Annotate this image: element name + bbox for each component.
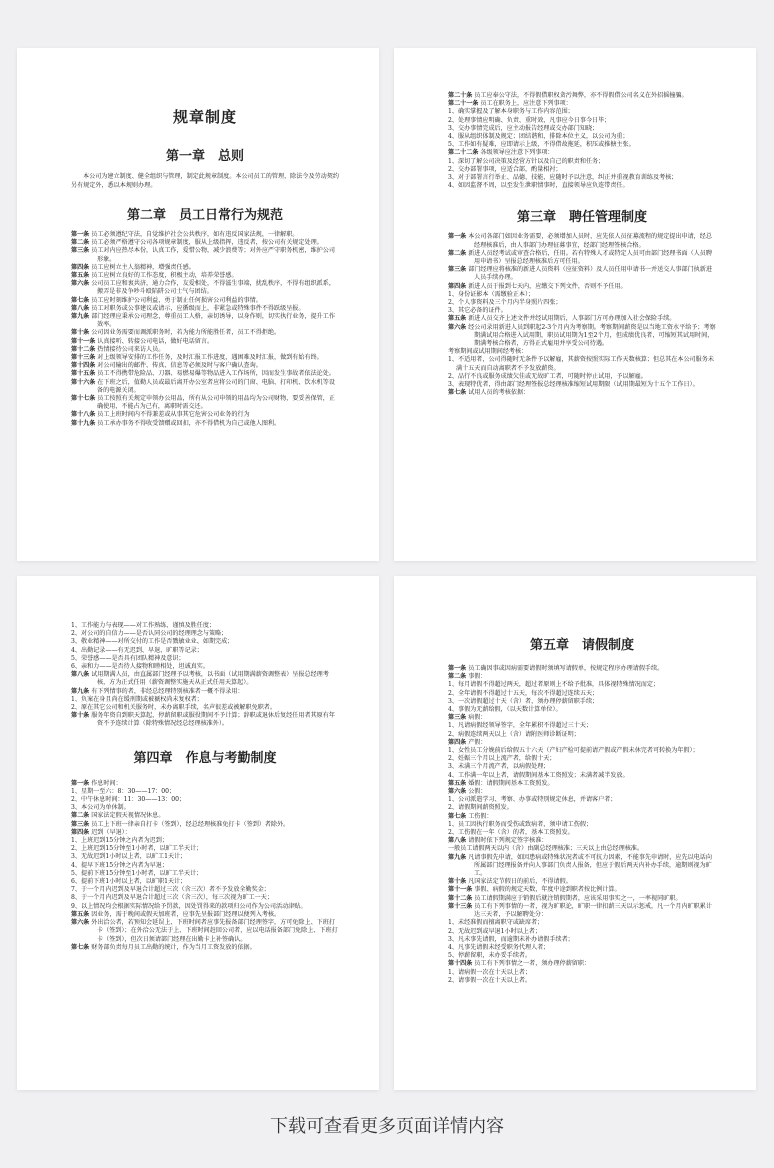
chapter-3-articles-2: [448, 315, 716, 348]
list-item: 2、上班迟到15分钟至1小时者，以旷工半天计；: [71, 845, 203, 853]
article: [71, 420, 339, 428]
article: [71, 264, 339, 272]
article-number: 第六条: [71, 280, 90, 288]
article-number: 第二条: [71, 239, 90, 247]
article-number: 第十一条: [71, 337, 96, 345]
article-text: 新进人员于报到七天内，应缴交下列文件，否则不予任用。: [466, 282, 627, 290]
article-number: 第八条: [71, 671, 90, 679]
article-number: 第九条: [448, 853, 467, 861]
list-item: 1、工作能力与表现——对工作熟练、谨慎及胜任度；: [71, 622, 216, 629]
article-text: 试用人员的考核依据：: [466, 389, 530, 397]
list-item: 3、敬业精神——对所交付的工作是否戮敏业业、如期完成；: [71, 638, 234, 646]
article-text: 部门经理应将核准的新进人员资料（应征资料）及人员任用申请书一并送交人事部门执新进人员手续办理。: [466, 266, 712, 282]
article: [448, 250, 716, 266]
article-number: 第十八条: [71, 411, 96, 419]
article-text: 公司员工应和衷共济，通力合作，友爱相处，不得滋生事端，扰乱秩序，不得有组织派系，搬弄是非及争吵斗殴陷阱公司士气与团结。: [89, 280, 335, 296]
list-item: 1、女性员工分娩前后给假五十六天（产妇产检可提前请产假或产假未休完者可转换为年假）；: [448, 747, 699, 755]
article-number: 第二条: [448, 673, 467, 681]
article-text: 因业务，需于晚间或假天加班者，应事先呈报部门经理以便列入考核。: [89, 910, 281, 918]
article-text: 请假时依下列规定签字核准：: [466, 837, 548, 845]
article: [71, 944, 339, 952]
article-number: 第二条: [71, 812, 90, 820]
article-number: 第十七条: [71, 395, 96, 403]
article-1: [71, 780, 339, 788]
article-text: 员工上班时间内不得兼差或从事其它危害公司业务的行为: [95, 411, 250, 419]
article-text: 有下列情事的者，非经总经理特别核准者一概不得录用：: [89, 687, 244, 695]
list-article-21: [448, 108, 716, 149]
article-number: 第四条: [71, 828, 90, 836]
article-number: 第一条: [448, 665, 467, 672]
article: [71, 379, 339, 395]
article-number: 第十条: [71, 712, 90, 720]
article-number: 第六条: [71, 919, 90, 927]
list-item: 2、工伤假在一年（含）的者，基本工资照发。: [448, 829, 574, 837]
article: [448, 780, 716, 788]
article: [71, 712, 339, 728]
article: [71, 231, 339, 239]
list-article-7: [71, 622, 339, 671]
articles-20-21: [448, 92, 716, 108]
article-number: 第四条: [448, 738, 467, 746]
list-item: 1、员工因执行职务而受伤或致病者，须申请工伤假；: [448, 820, 593, 828]
list-item: 3、一次请假超过十天（含）者，须办理停薪留职手续；: [448, 697, 599, 705]
document-page-3: [17, 576, 379, 1090]
list-item: 5、提前下班15分钟至1小时者，以旷工半天计；: [71, 869, 203, 877]
article-number: 第十一条: [448, 886, 473, 894]
article: [448, 903, 716, 919]
article-text: 试用期满人员，由直属部门经理予以考核，以书面（试用期满薪资调整表）呈报总经理考核，方为正式任用（薪资调整实施天从正式任用天算起）。: [89, 671, 329, 687]
article-text: 员工必须遵纪守法，自觉维护社会公共秩序，如有违反国家法规，一律解职。: [89, 231, 299, 238]
article-14: [448, 960, 716, 968]
article: [448, 813, 716, 821]
list-item: 8、于一个月内迟到及早退合计超过三次（含三次），每三次视为旷工一天；: [71, 894, 273, 902]
article: [71, 812, 339, 820]
article-text: 经公司录用新进人员到职起2-3个月内为考察期。考察期间薪资是以当地工资水平给予；考察期满试用合格进入试用期，职员试用期为1至2个月，但成绩优良者，可缩短其试用时间，期满考核合格者，方得正式雇用并享受公司待遇。: [466, 323, 716, 348]
document-page-2: [394, 48, 756, 561]
page-4-content: [448, 624, 716, 985]
list-item: 5、工作如有疑难，应即请示上级，不得借故拖延，积压或推搪主张。: [448, 141, 635, 149]
article-number: 第七条: [448, 812, 467, 820]
article-text: 产假：: [466, 738, 487, 746]
page-2-content: [448, 92, 716, 398]
article-number: 第一条: [71, 779, 90, 787]
list-item: 5、荣誉感——是否具有团队精神及意识；: [71, 654, 185, 662]
article: [71, 919, 339, 944]
article-text: 服务年资自到职天算起，停薪留职或服役期间不予计算；辞职或退休后复经任用者其原有年资不予连续计算（除特殊情况经总经理核准外）。: [89, 712, 335, 728]
article: [71, 272, 339, 280]
article: [448, 389, 716, 397]
list-article-7: [448, 821, 716, 837]
list-article-4: [448, 291, 716, 316]
article: [71, 780, 339, 788]
article-number: 第十六条: [71, 378, 96, 386]
article-number: 第十五条: [71, 370, 96, 378]
article: [448, 739, 716, 747]
article-number: 第七条: [71, 943, 90, 951]
list-item: 2、请事假一次在十天以上者。: [448, 976, 532, 984]
article: [71, 671, 339, 687]
article: [71, 313, 339, 329]
article-text: 认真接听、转接公司电话，做好电话留言。: [95, 337, 214, 345]
article: [448, 266, 716, 282]
article-text: 员工上下班一律亲自打卡（签到），经总经理核准免打卡（签到）者除外。: [89, 820, 290, 828]
list-item: 2、原在其它公司和机关服务时，未办离职手续，名声很差或被解职免职者。: [71, 704, 276, 712]
article-number: 第三条: [71, 820, 90, 828]
article: [71, 395, 339, 411]
article: [71, 280, 339, 296]
article-number: 第四条: [71, 263, 90, 271]
article: [448, 895, 716, 903]
articles-9-13: [448, 854, 716, 920]
list-item: 2、妊娠三个月以上流产者，给假十天；: [448, 755, 556, 763]
list-article-9: [71, 696, 339, 712]
article-number: 第三条: [448, 266, 467, 274]
article-number: 第五条: [448, 779, 467, 787]
list-item: 2、个人事资料及三个月内半身照片四张；: [448, 299, 562, 307]
list-item: 4、提早下班15分钟之内者为早退；: [71, 861, 168, 869]
article-text: 对上级领导安排的工作任务，及时汇报工作进度，遇困难及时汇报，做到有始有终。: [95, 354, 323, 362]
list-article-8: [448, 845, 716, 853]
article-number: 第十条: [71, 329, 90, 337]
article-number: 第五条: [71, 910, 90, 918]
list-item: 4、服从组织体制及规定；团结谐和，排除本位主义，以公司为重；: [448, 133, 629, 141]
article-text: 员工应树立主人翁精神，增强责任感。: [89, 263, 195, 271]
article-number: 第十四条: [71, 362, 96, 370]
chapter-2-heading: 第二章 员工日常行为规范: [126, 208, 283, 223]
page-3-content: [71, 622, 339, 952]
article: [448, 315, 716, 323]
article: [71, 297, 339, 305]
document-title: 规章制度: [172, 108, 237, 126]
list-item: 2、处理事情应明确、负责、重时效，凡事应今日事今日毕；: [448, 116, 611, 124]
list-item: 4、如因监督不周，以至发生泄职情事时，直接领导应负连带责任。: [448, 182, 629, 190]
list-item: 4、工作满一年以上者，请假期间基本工资照发；未满者减半发放。: [448, 771, 629, 779]
article-text: 新进人员交齐上述文件并经试用期后，人事部门方可办理加入社会保险手续。: [466, 315, 676, 323]
article-number: 第六条: [448, 788, 467, 796]
list-item: 1、每月请假不得超过两天，超过者原则上不给予批准，具体视特殊情况而定；: [448, 681, 660, 689]
article-number: 第一条: [71, 231, 90, 238]
article: [71, 911, 339, 919]
list-item: 1、确实掌握及了解本身职务与工作内容范围；: [448, 108, 574, 116]
article-text: 热情接待公司来访人员。: [95, 345, 165, 353]
article-text: 员工不得携带危险品、刀器、易燃易爆等物品进入工作场所，因而发生事故者依法论处。: [95, 370, 335, 378]
list-item: 3、本公司为单休制。: [71, 804, 130, 812]
list-article-1: [71, 788, 339, 813]
article-text: 迟到（早退）：: [89, 828, 131, 836]
article-text: 员工应奉公守法，不得假借职权贪污舞弊，亦不得假借公司名义在外招摇撞骗。: [472, 92, 688, 99]
document-page-4: [394, 576, 756, 1090]
page-1-content: [71, 106, 339, 428]
article: [448, 854, 716, 879]
articles-2-4: [71, 812, 339, 837]
list-article-14: [448, 969, 716, 985]
list-item: 1、请病假一次在十天以上者；: [448, 968, 532, 976]
list-item: 3、无故迟到1小时以上者，以旷工1天计；: [71, 853, 187, 861]
article: [448, 960, 716, 968]
article-text: 国家法定假天视情况休息。: [89, 812, 165, 820]
chapter-5-heading: 第五章 请假制度: [529, 638, 634, 653]
article: [71, 305, 339, 313]
download-more-prompt[interactable]: 下载可查看更多页面详情内容: [270, 1116, 504, 1137]
list-item: 1、深切了解公司决策及经营方针以及自己的职责和任务；: [448, 157, 605, 165]
article: [71, 329, 339, 337]
article-text: 在下班之后，值勤人员或最后离开办公室者应将公司的门窗、电脑、打印机、饮水机等设备的电源关闭。: [95, 378, 335, 394]
list-item: 1、负案在身且尚在缓刑期或被褫权尚未复权者；: [71, 695, 203, 703]
list-article-4: [448, 747, 716, 780]
list-item: 4、出勤记录——有无迟到、早退、旷职等记录；: [71, 646, 203, 654]
article-22: [448, 149, 716, 157]
article-text: 事假：: [466, 673, 487, 681]
article-number: 第十条: [448, 878, 467, 886]
article-number: 第七条: [448, 389, 467, 397]
article-text: 本公司各部门如因业务需要，必须增加人员时，应先依人员征募流程的规定提出申请，经总经理核准后，由人事部门办理征募事宜，经部门经理签核合格。: [466, 233, 712, 249]
article-7: [448, 813, 716, 821]
article-text: 事假、病假的规定天数，年度中途到职者按比例计算。: [472, 886, 621, 894]
article: [71, 370, 339, 378]
article-text: 凡请事假先申请，如因患病或特殊状况者或不可抗力因素，不能事先申请时，应先以电话向所属部门经理报备并向人事部门负责人报备，但应于假后两天内补办手续，逾期则视为旷工。: [466, 853, 712, 878]
article-text: 对公司输出的邮件、传真、信息等必须及时与客户确认查询。: [95, 362, 262, 370]
article: [448, 283, 716, 291]
list-item: 1、公司派遣学习、考察、办事或特别规定休息，并请客户者；: [448, 796, 617, 804]
list-item: 6、亲和力——是否待人接物和睦相处，坦诚真实。: [71, 663, 209, 671]
article-text: 各级领导应注意下列事项：: [478, 149, 554, 157]
list-item: 一般员工请假两天以内（含）由副总经理核准；三天以上由总经理核准。: [448, 845, 643, 853]
article-number: 第九条: [71, 313, 90, 321]
chapter-3-articles: [448, 233, 716, 290]
article: [71, 346, 339, 354]
article-text: 凡国家法定节假日的前后，不得请假。: [466, 878, 572, 886]
article: [71, 247, 339, 263]
list-item: 2、中午休息时间：11：30——13：00；: [71, 796, 186, 804]
article-text: 员工请假期满应于销假后就注销假期者，应该采用事实之一，一率视同旷职。: [472, 894, 682, 902]
list-item: 7、于一个月内迟到及早退合计超过三次（含三次）者不予发放全勤奖金；: [71, 886, 270, 894]
article-number: 第十九条: [71, 419, 96, 427]
document-page-1: [17, 48, 379, 561]
list-item: 2、无故迟到或早退1小时以上者；: [448, 927, 542, 935]
article-number: 第二条: [448, 249, 467, 257]
article-text: 员工有下列事情之一者，须办理停薪留职：: [472, 960, 591, 968]
article: [448, 665, 716, 673]
article-text: 员工应时刻维护公司利益，勇于制止任何损害公司利益的事情。: [89, 296, 262, 304]
article-number: 第四条: [448, 282, 467, 290]
article-text: 员工确因事或因病需要请假时须填写请假单，按规定程序办理请假手续。: [466, 665, 664, 672]
list-item: 4、凡事先请假未经受职务代理人者；: [448, 943, 550, 951]
list-item: 1、上班迟到15分钟之内者为迟到；: [71, 837, 168, 845]
article-text: 财务部负责每月员工出勤的统计，作为当月工资发放的依据。: [89, 943, 256, 951]
list-item: 2、病假连续两天以上（含）请附医师诊断证明；: [448, 730, 580, 738]
article-number: 第二十二条: [448, 149, 479, 157]
article-text: 员工应树立良好的工作态度，积极主动，培养荣誉感。: [89, 272, 238, 280]
list-item: 2、交办部署事项，应适合部，酌量相衬；: [448, 165, 562, 173]
article-number: 第七条: [71, 296, 90, 304]
article-number: 第八条: [71, 304, 90, 312]
list-item: 6、提前下班1小时以上者，以旷职1天计；: [71, 878, 187, 886]
chapter-3-heading: 第三章 聘任管理制度: [516, 210, 647, 226]
articles-5-7: [71, 911, 339, 952]
list-item: 2、请假期间薪资照发。: [448, 804, 513, 812]
list-item: 3、交办事情完成后，应主动报告经理或交办部门知晓；: [448, 124, 599, 132]
article-text: 部门经理应秉承公司理念，尊重员工人格，亲切诱导，以身作则，切实执行业务，提升工作效率。: [89, 313, 335, 329]
list-item: 3、表现特优者，得由部门经理签报总经理核准缩短试用期限（试用期最短为十五个工作日）。: [448, 381, 699, 389]
article-10: [71, 712, 339, 728]
chapter-4-heading: 第四章 作息与考勤制度: [133, 750, 277, 766]
list-item: 3、凡未事先请假，而逾期未补办请假手续者；: [448, 935, 574, 943]
article: [448, 886, 716, 894]
list-item: 4、事假为无薪给假，（以天数计算单位）。: [448, 706, 562, 714]
articles-1-2: [448, 665, 716, 681]
article-number: 第十三条: [448, 902, 473, 910]
article-number: 第一条: [448, 233, 467, 241]
list-item: 3、其它必备的证件。: [448, 307, 507, 315]
list-item: 2、品行不良或服务成绩欠佳或无故旷工者，可随时停止试用，予以解雇。: [448, 372, 647, 380]
article-text: 员工必须严格遵守公司各项规章制度，服从上级指挥，违反者，按公司有关规定处理。: [89, 239, 323, 247]
list-item: 3、对于部署言行举止、品德、技能，应随时予以注意，纠正并重视教育训练及考核；: [448, 174, 678, 182]
chapter-2-articles: [71, 231, 339, 428]
article-number: 第三条: [71, 247, 90, 255]
list-item: 2、对公司的自信力——是否认同公司的经理理念与策略；: [71, 630, 228, 638]
article: [448, 149, 716, 157]
article-text: 员工在职务上，应注意下列事项：: [478, 100, 572, 108]
article-text: 员工对内应热尽本份，认真工作，爱惜公物，减少浪费等；对外应严守职务机密，维护公司形象。: [89, 247, 335, 263]
list-item: 1、身份证影本（需缴验正本）；: [448, 290, 535, 298]
article-text: 员工有下列事情的一者，视为旷职论，旷职一律扣薪三天以示惩戒，凡一个月内旷职累计达三天者，予以解聘处分：: [472, 902, 712, 919]
list-article-6: [448, 796, 716, 812]
article-4: [448, 739, 716, 747]
article-number: 第八条: [448, 837, 467, 845]
list-article-13: [448, 919, 716, 960]
chapter-1-heading: 第一章 总则: [165, 149, 244, 164]
article: [71, 688, 339, 696]
article-text: 作息时间：: [89, 779, 122, 787]
article-number: 第三条: [448, 714, 467, 722]
list-item: 1、不适用者，公司得随时无条件予以解雇，其薪资按照实际工作天数核算；但总其在本公司服务未满十五天而自动离职者不予发放薪资。: [448, 356, 714, 372]
list-item: 5、停薪留职，未办妥手续者。: [448, 952, 532, 960]
article-number: 第五条: [71, 272, 90, 280]
list-item: 1、凡请病假经领导签字，全年累积不得超过三十天；: [448, 722, 593, 730]
article-7: [448, 389, 716, 397]
intro-paragraph: 本公司为建立制度、健全组织与管理，制定此规章制度。本公司员工的管理，除法令及劳动契约另有规定外，悉以本规则办理。: [71, 173, 339, 189]
list-article-3: [448, 722, 716, 738]
article: [71, 338, 339, 346]
list-item: 1、未经准假而擅离职守或缺席者；: [448, 919, 544, 927]
article-number: 第十四条: [448, 960, 473, 968]
article-number: 第六条: [448, 323, 467, 331]
list-article-22: [448, 158, 716, 191]
article-number: 第十二条: [71, 345, 96, 353]
article-number: 第二十条: [448, 92, 473, 99]
article: [448, 92, 716, 100]
article-number: 第五条: [448, 315, 467, 323]
list-item: 2、全年请假不得超过十五天，每次不得超过连续五天；: [448, 689, 599, 697]
article-number: 第九条: [71, 687, 90, 695]
list-article-2: [448, 681, 716, 714]
article-number: 第十三条: [71, 354, 96, 362]
list-article-6: [448, 356, 716, 389]
list-item: 9、以上情况均会根据实际情况给予罚款，因处罚得来的款项归公司作为公司活动津贴。: [71, 902, 307, 910]
article-text: 新进人员经考试或审查合格后，任用。若有特殊人才或特定人员可由部门经理书面（人员聘用申请书）呈报总经理核准后方可任用。: [466, 249, 712, 266]
list-item: 1、星期一至六：8：30——17：00；: [71, 787, 176, 795]
article: [71, 829, 339, 837]
list-article-4: [71, 837, 339, 911]
article-text: 婚假：请假期间基本工资照发。: [466, 779, 554, 787]
articles-8-9: [71, 671, 339, 696]
article-text: 员工按照有关规定申领办公用品，所有从公司申领的用品均为公司财物，要妥善保管，正确使用，不能占为己有，离职时需交还。: [95, 395, 335, 411]
article-text: 外出洽公者，若预知会延误上、下班时间者应事先报备部门经理签字，方可免除上、下班打卡（签到）；在外洽公无法于上、下班时间赶回公司者，应以电话报备部门免除上、下班打卡（签到），但次日须请部门经理在出勤卡上补签确认。: [89, 919, 338, 943]
list-item: 3、未满三个月流产者，以病假处理；: [448, 763, 550, 771]
article-text: 工伤假：: [466, 812, 493, 820]
article: [71, 821, 339, 829]
article-number: 第十二条: [448, 894, 473, 902]
article-text: 员工对职务或公事建议或请示，应循级而上，非紧急或特殊事件不得跃级呈报。: [89, 304, 305, 312]
article-number: 第二十一条: [448, 100, 479, 108]
article-text: 员工承办事务不得收受馈赠或回扣，亦不得借机为自己或他人图利。: [95, 419, 281, 427]
article: [71, 411, 339, 419]
article: [448, 324, 716, 349]
article-text: 公司因业务需要而调派职务时，若为能力所能胜任者，员工不得拒绝。: [89, 329, 281, 337]
probation-label: 考察期间或试用期间经考核：: [448, 348, 528, 356]
article-text: 病假：: [466, 714, 487, 722]
article-5: [448, 780, 716, 788]
article-text: 公假：: [466, 788, 487, 796]
article: [448, 233, 716, 249]
